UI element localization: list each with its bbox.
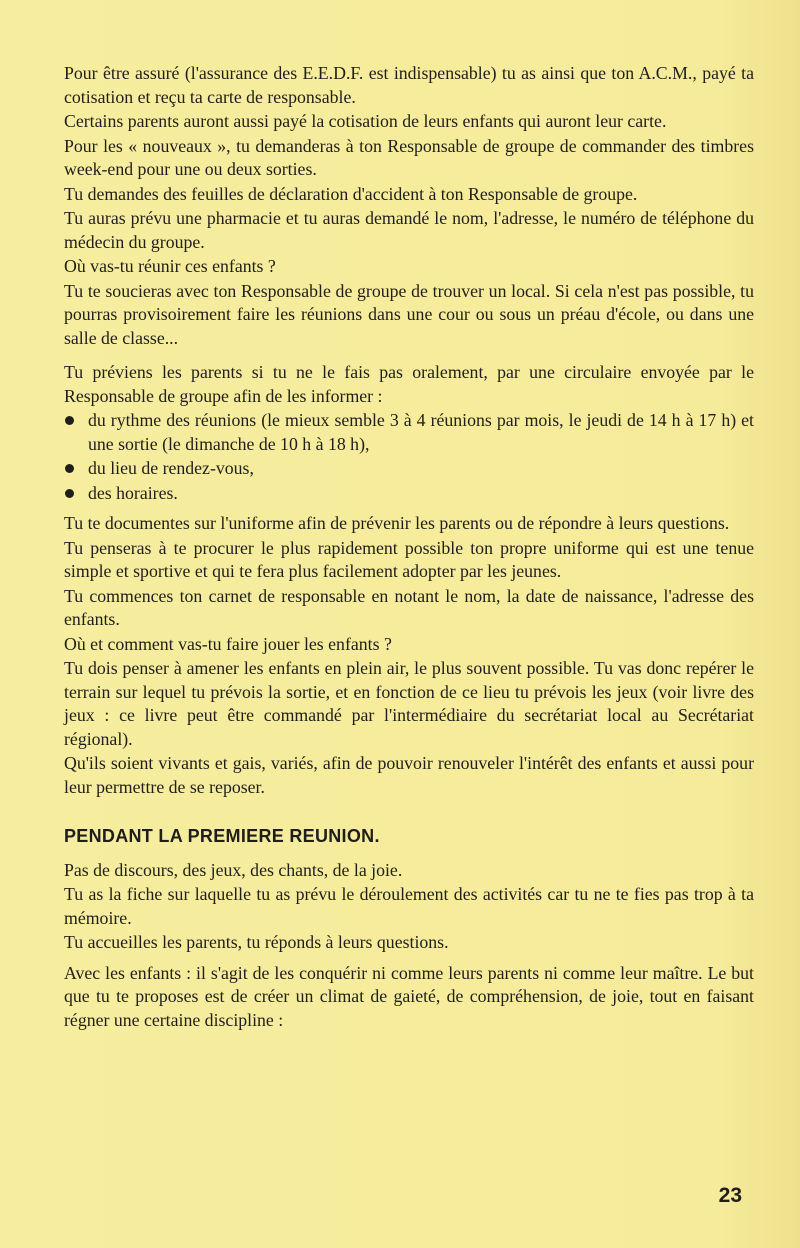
paragraph: Tu te soucieras avec ton Responsable de groupe de trouver un local. Si cela n'est pas possible, tu pourras provisoirement faire les réunions dans une cour ou sous un préau d'école, ou dans une salle de classe... <box>64 280 754 348</box>
paragraph: Certains parents auront aussi payé la cotisation de leurs enfants qui auront leur carte. <box>64 111 667 131</box>
paragraph: Qu'ils soient vivants et gais, variés, afin de pouvoir renouveler l'intérêt des enfants et aussi pour leur permettre de se reposer. <box>64 753 754 797</box>
paragraph: Pour être assuré (l'assurance des E.E.D.F. est indispensable) tu as ainsi que ton A.C.M., payé ta cotisation et reçu ta carte de responsable. <box>64 63 754 107</box>
list-item-text: des horaires. <box>88 482 178 503</box>
paragraph: Tu te documentes sur l'uniforme afin de prévenir les parents ou de répondre à leurs questions. <box>64 513 730 533</box>
paragraph: Tu commences ton carnet de responsable en notant le nom, la date de naissance, l'adresse des enfants. <box>64 585 754 629</box>
list-item-text: du rythme des réunions (le mieux semble 3 à 4 réunions par mois, le jeudi de 14 h à 17 h) et une sortie (le dimanche de 10 h à 18 h), <box>88 410 754 454</box>
paragraph: Tu as la fiche sur laquelle tu as prévu le déroulement des activités car tu ne te fies pas trop à ta mémoire. <box>64 884 754 928</box>
list-item <box>64 409 754 456</box>
bullet-icon <box>65 489 74 498</box>
paragraph: Pour les « nouveaux », tu demanderas à ton Responsable de groupe de commander des timbres week-end pour une ou deux sorties. <box>64 135 754 179</box>
paragraph: Tu auras prévu une pharmacie et tu auras demandé le nom, l'adresse, le numéro de téléphone du médecin du groupe. <box>64 208 754 252</box>
paragraph: Tu préviens les parents si tu ne le fais pas oralement, par une circulaire envoyée par le Responsable de groupe afin de les informer : <box>64 362 754 406</box>
paragraph: Tu accueilles les parents, tu réponds à leurs questions. <box>64 932 449 952</box>
paragraph: Où vas-tu réunir ces enfants ? <box>64 256 276 276</box>
paragraph: Où et comment vas-tu faire jouer les enfants ? <box>64 633 392 654</box>
paragraph: Pas de discours, des jeux, des chants, de la joie. <box>64 859 403 880</box>
paragraph: Avec les enfants : il s'agit de les conquérir ni comme leurs parents ni comme leur maître. Le but que tu te proposes est de créer un climat de gaieté, de compréhension, de joie, tout en faisant régner une certaine discipline : <box>64 962 754 1030</box>
page-number: 23 <box>718 1184 742 1207</box>
list-item <box>64 482 754 506</box>
bullet-icon <box>65 416 74 425</box>
paragraph: Tu penseras à te procurer le plus rapidement possible ton propre uniforme qui est une tenue simple et sportive et qui te fera plus facilement adopter par les jeunes. <box>64 537 754 581</box>
list-item <box>64 457 754 481</box>
bullet-icon <box>65 464 74 473</box>
paragraph: Tu dois penser à amener les enfants en plein air, le plus souvent possible. Tu vas donc repérer le terrain sur lequel tu prévois la sortie, et en fonction de ce lieu tu prévois les jeux (voir livre des jeux : ce livre peut être commandé par l'intermédiaire du secrétariat local au Secrétariat régional). <box>64 658 754 749</box>
paragraph: Tu demandes des feuilles de déclaration d'accident à ton Responsable de groupe. <box>64 183 638 204</box>
list-item-text: du lieu de rendez-vous, <box>88 458 254 478</box>
text-column <box>64 62 754 1033</box>
section-heading: PENDANT LA PREMIERE REUNION. <box>64 826 380 846</box>
